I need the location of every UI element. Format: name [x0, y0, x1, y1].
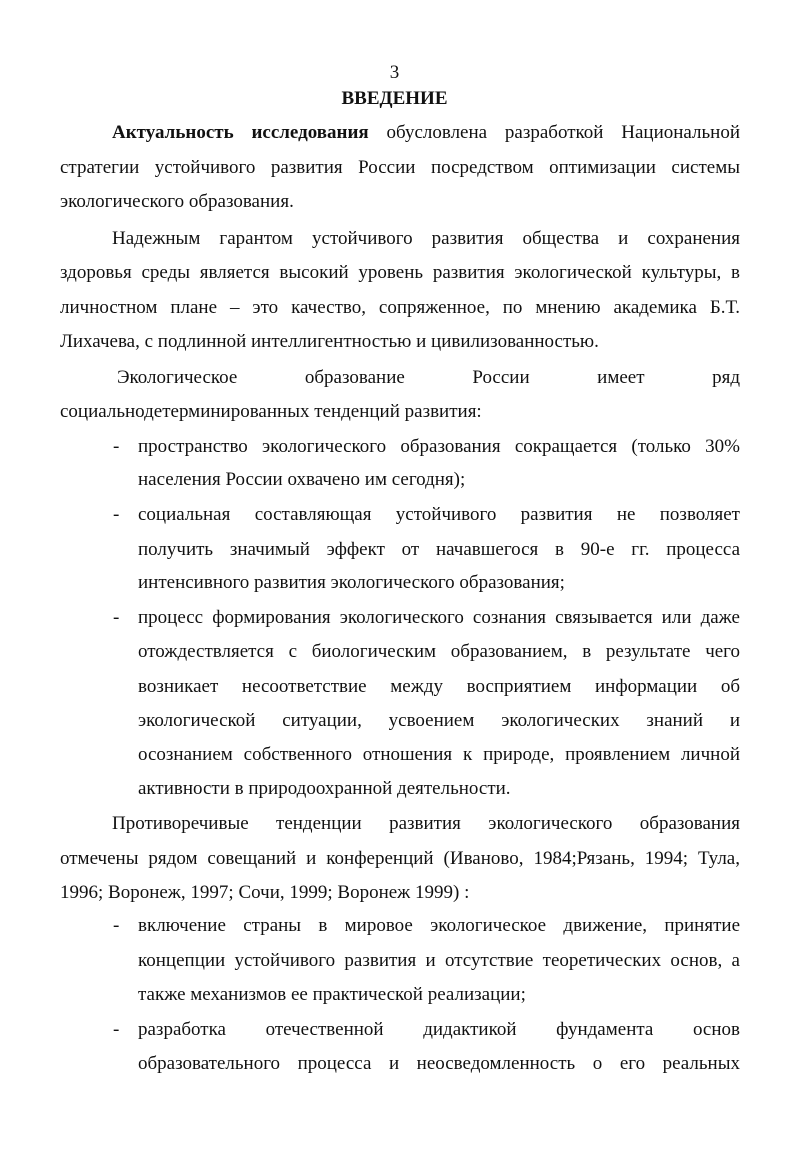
list-bullet: - — [113, 504, 120, 525]
list-item: получить значимый эффект от начавшегося в 90-е гг. процесса — [138, 539, 740, 560]
paragraph-1-line-1-rest: обусловлена разработкой Национальной — [386, 122, 740, 143]
list-item: образовательного процесса и неосведомленность о его реальных — [138, 1053, 740, 1074]
paragraph-3-line-1: Экологическое образование России имеет ряд — [117, 367, 740, 388]
paragraph-2-line-3: личностном плане – это качество, сопряженное, по мнению академика Б.Т. — [60, 297, 740, 318]
list-item: активности в природоохранной деятельности. — [138, 778, 511, 799]
list-item: возникает несоответствие между восприятием информации об — [138, 676, 740, 697]
paragraph-4-line-2: отмечены рядом совещаний и конференций (Иваново, 1984;Рязань, 1994; Тула, — [60, 848, 740, 869]
list-item: населения России охвачено им сегодня); — [138, 469, 466, 490]
paragraph-3-line-2: социальнодетерминированных тенденций развития: — [60, 401, 482, 422]
list-item: социальная составляющая устойчивого развития не позволяет — [138, 504, 740, 525]
list-item: осознанием собственного отношения к природе, проявлением личной — [138, 744, 740, 765]
bold-lead: Актуальность исследования — [112, 122, 369, 143]
list-item: концепции устойчивого развития и отсутствие теоретических основ, а — [138, 950, 740, 971]
paragraph-2-line-1: Надежным гарантом устойчивого развития общества и сохранения — [112, 228, 740, 249]
list-item: пространство экологического образования сокращается (только 30% — [138, 436, 740, 457]
paragraph-2-line-2: здоровья среды является высокий уровень развития экологической культуры, в — [60, 262, 740, 283]
list-item: процесс формирования экологического сознания связывается или даже — [138, 607, 740, 628]
section-heading: ВВЕДЕНИЕ — [341, 88, 448, 109]
list-bullet: - — [113, 1019, 120, 1040]
paragraph-4-line-3: 1996; Воронеж, 1997; Сочи, 1999; Воронеж 1999) : — [60, 882, 470, 903]
paragraph-4-line-1: Противоречивые тенденции развития экологического образования — [112, 813, 740, 834]
list-bullet: - — [113, 607, 120, 628]
list-item: также механизмов ее практической реализации; — [138, 984, 526, 1005]
list-item: экологической ситуации, усвоением экологических знаний и — [138, 710, 740, 731]
paragraph-1-line-2: стратегии устойчивого развития России посредством оптимизации системы — [60, 157, 740, 178]
page-number: 3 — [389, 62, 400, 83]
list-item: включение страны в мировое экологическое движение, принятие — [138, 915, 740, 936]
list-bullet: - — [113, 436, 120, 457]
paragraph-2-line-4: Лихачева, с подлинной интеллигентностью и цивилизованностью. — [60, 331, 599, 352]
list-item: интенсивного развития экологического образования; — [138, 572, 565, 593]
list-item: разработка отечественной дидактикой фундамента основ — [138, 1019, 740, 1040]
paragraph-1-line-3: экологического образования. — [60, 191, 294, 212]
list-bullet: - — [113, 915, 120, 936]
paragraph-1-line-1 — [112, 122, 740, 144]
list-item: отождествляется с биологическим образованием, в результате чего — [138, 641, 740, 662]
